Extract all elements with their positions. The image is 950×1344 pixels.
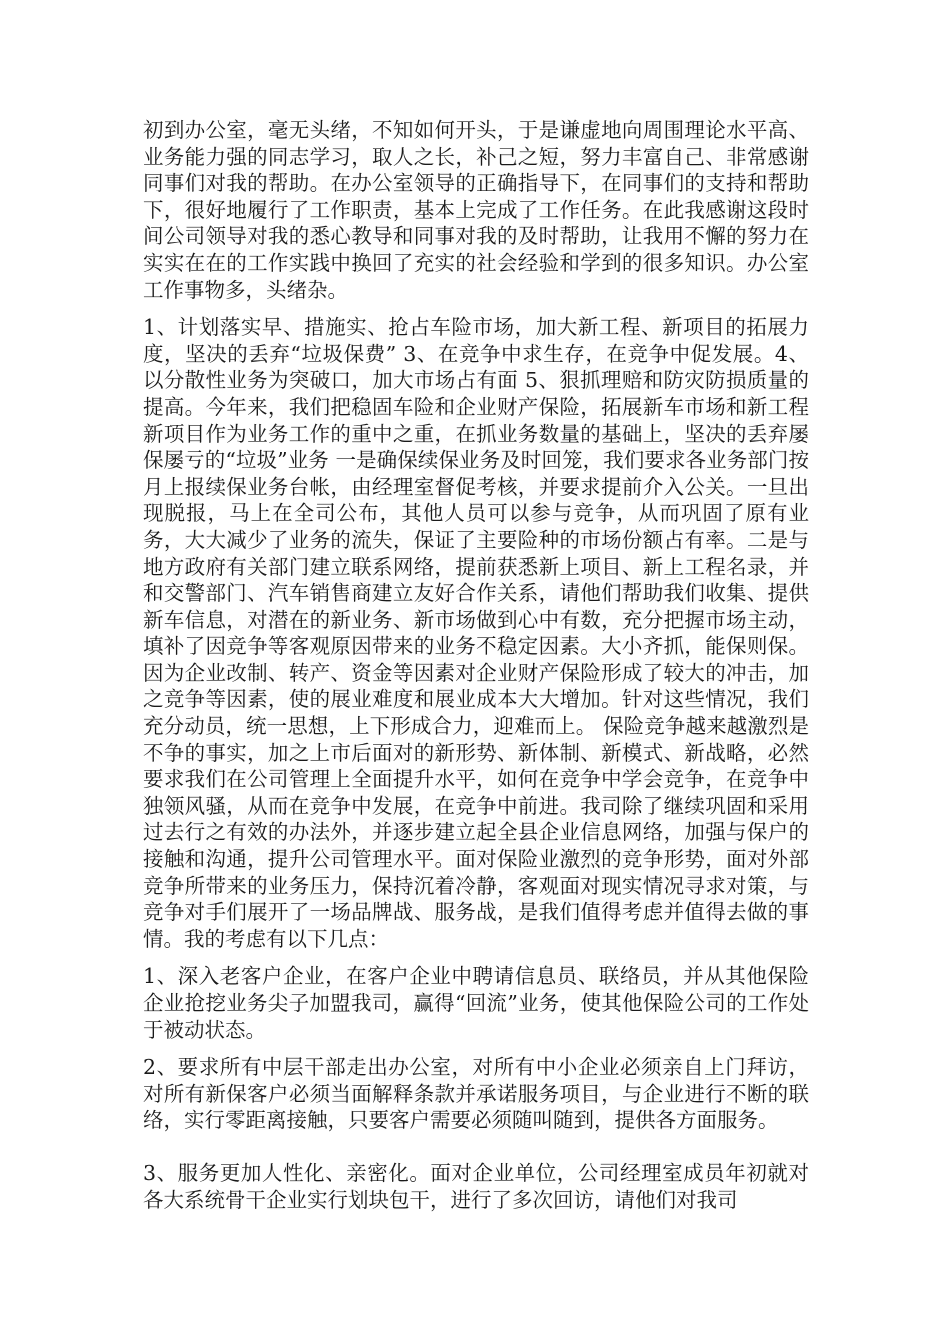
document-body [143, 117, 809, 1213]
paragraph-point-1: 1、深入老客户企业，在客户企业中聘请信息员、联络员，并从其他保险企业抢挖业务尖子加盟我司，赢得“回流”业务，使其他保险公司的工作处于被动状态。 [143, 964, 809, 1042]
paragraph-measures: 1、计划落实早、措施实、抢占车险市场，加大新工程、新项目的拓展力度，坚决的丢弃“垃圾保费” 3、在竞争中求生存，在竞争中促发展。4、以分散性业务为突破口，加大市场占有面 5、狠抓理赔和防灾防损质量的提高。今年来，我们把稳固车险和企业财产保险，拓展新车市场和新工程新项目作为业务工作的重中之重，在抓业务数量的基础上，坚决的丢弃屡保屡亏的“垃圾”业务 一是确保续保业务及时回笼，我们要求各业务部门按月上报续保业务台帐，由经理室督促考核，并要求提前介入公关。一旦出现脱报，马上在全司公布，其他人员可以参与竞争，从而巩固了原有业务，大大减少了业务的流失，保证了主要险种的市场份额占有率。二是与地方政府有关部门建立联系网络，提前获悉新上项目、新上工程名录，并和交警部门、汽车销售商建立友好合作关系，请他们帮助我们收集、提供新车信息，对潜在的新业务、新市场做到心中有数，充分把握市场主动，填补了因竞争等客观原因带来的业务不稳定因素。大小齐抓，能保则保。因为企业改制、转产、资金等因素对企业财产保险形成了较大的冲击，加之竞争等因素，使的展业难度和展业成本大大增加。针对这些情况，我们充分动员，统一思想，上下形成合力，迎难而上。 保险竞争越来越激烈是不争的事实，加之上市后面对的新形势、新体制、新模式、新战略，必然要求我们在公司管理上全面提升水平，如何在竞争中学会竞争，在竞争中独领风骚，从而在竞争中发展，在竞争中前进。我司除了继续巩固和采用过去行之有效的办法外，并逐步建立起全县企业信息网络，加强与保户的接触和沟通，提升公司管理水平。面对保险业激烈的竞争形势，面对外部竞争所带来的业务压力，保持沉着冷静，客观面对现实情况寻求对策，与竞争对手们展开了一场品牌战、服务战，是我们值得考虑并值得去做的事情。我的考虑有以下几点： [143, 315, 809, 951]
paragraph-point-2: 2、要求所有中层干部走出办公室，对所有中小企业必须亲自上门拜访，对所有新保客户必须当面解释条款并承诺服务项目，与企业进行不断的联络，实行零距离接触，只要客户需要必须随叫随到，提供各方面服务。 [143, 1055, 809, 1133]
paragraph-point-3: 3、服务更加人性化、亲密化。面对企业单位，公司经理室成员年初就对各大系统骨干企业实行划块包干，进行了多次回访，请他们对我司 [143, 1160, 809, 1212]
paragraph-intro: 初到办公室，毫无头绪，不知如何开头，于是谦虚地向周围理论水平高、业务能力强的同志学习，取人之长，补己之短，努力丰富自己、非常感谢同事们对我的帮助。在办公室领导的正确指导下，在同事们的支持和帮助下，很好地履行了工作职责，基本上完成了工作任务。在此我感谢这段时间公司领导对我的悉心教导和同事对我的及时帮助，让我用不懈的努力在实实在在的工作实践中换回了充实的社会经验和学到的很多知识。办公室工作事物多，头绪杂。 [143, 118, 809, 302]
